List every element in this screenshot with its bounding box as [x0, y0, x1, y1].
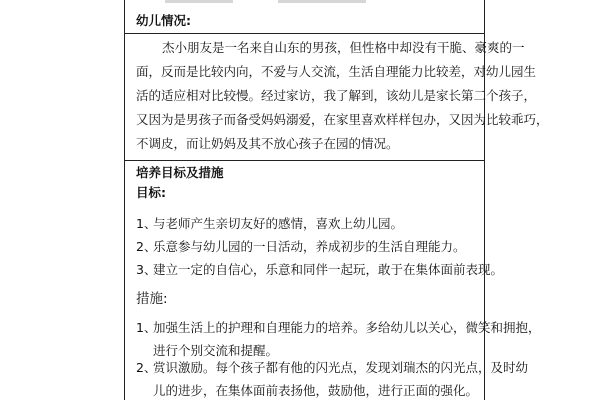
paragraph-line: 杰小朋友是一名来自山东的男孩，但性格中却没有干脆、豪爽的一: [162, 40, 525, 55]
goal-number: 2、: [136, 239, 157, 254]
measure-text-line: 儿的进步，在集体面前表扬他，鼓励他，进行正面的强化。: [153, 383, 479, 398]
measure-text-line: 加强生活上的护理和自理能力的培养。多给幼儿以关心，微笑和拥抱，: [153, 320, 541, 335]
goal-text: 与老师产生亲切友好的感情，喜欢上幼儿园。: [153, 216, 404, 231]
goal-number: 3、: [136, 262, 157, 277]
measures-title: 措施:: [136, 291, 168, 307]
row-divider: [124, 160, 485, 161]
row-divider: [124, 33, 485, 34]
measure-text-line: 赏识激励。每个孩子都有他的闪光点，发现刘瑞杰的闪光点，及时幼: [153, 360, 529, 375]
measure-text-line: 进行个别交流和提醒。: [153, 343, 279, 358]
paragraph-line: 不调皮，而让奶妈及其不放心孩子在园的情况。: [136, 136, 399, 151]
measure-item: [136, 356, 529, 402]
paragraph-line: 又因为是男孩子而备受妈妈溺爱，在家里喜欢样样包办，又因为比较乖巧，: [136, 112, 549, 127]
goal-text: 乐意参与幼儿园的一日活动，养成初步的生活自理能力。: [153, 239, 466, 254]
goal-number: 1、: [136, 216, 157, 231]
section-title-goals-and-measures: 培养目标及措施: [136, 165, 224, 180]
measure-number: 1、: [136, 320, 157, 335]
measure-number: 2、: [136, 360, 157, 375]
paragraph-line: 面，反而是比较内向，不爱与人交流，生活自理能力比较差，对幼儿园生: [136, 64, 537, 79]
goals-title: 目标:: [136, 185, 166, 200]
section-title-child-situation: 幼儿情况:: [136, 13, 191, 28]
paragraph-line: 活的适应相对比较慢。经过家访，我了解到，该幼儿是家长第二个孩子，: [136, 88, 537, 103]
goal-text: 建立一定的自信心，乐意和同伴一起玩，敢于在集体面前表现。: [153, 262, 504, 277]
